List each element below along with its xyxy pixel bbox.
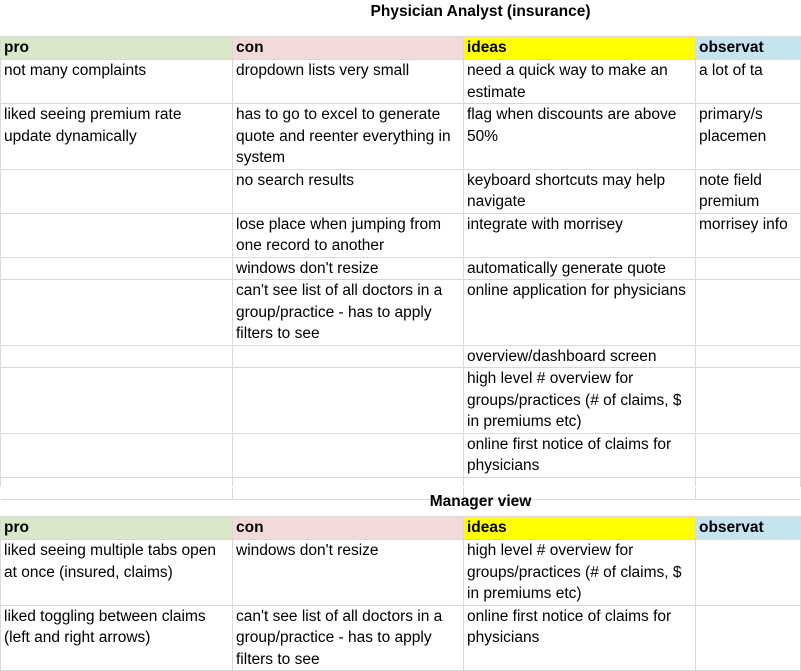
cell-ideas[interactable]: need a quick way to make an estimate — [464, 60, 696, 104]
table-row — [1, 257, 801, 280]
cell-pro[interactable] — [1, 257, 233, 280]
cell-pro[interactable] — [1, 213, 233, 257]
cell-con[interactable]: can't see list of all doctors in a group/practice - has to apply filters to see — [233, 280, 464, 346]
cell-ideas[interactable]: keyboard shortcuts may help navigate — [464, 169, 696, 213]
cell-observations[interactable] — [696, 345, 801, 368]
cell-ideas[interactable]: online first notice of claims for physicians — [464, 605, 696, 671]
table-row — [1, 213, 801, 257]
cell-pro[interactable] — [1, 368, 233, 434]
cell-pro[interactable]: not many complaints — [1, 60, 233, 104]
table-row — [1, 433, 801, 477]
table-row — [1, 60, 801, 104]
cell-ideas[interactable]: flag when discounts are above 50% — [464, 104, 696, 170]
cell-con[interactable]: windows don't resize — [233, 257, 464, 280]
cell-observations[interactable] — [696, 257, 801, 280]
cell-con[interactable]: can't see list of all doctors in a group/practice - has to apply filters to see — [233, 605, 464, 671]
header-pro[interactable]: pro — [1, 517, 233, 540]
cell-ideas[interactable]: high level # overview for groups/practices (# of claims, $ in premiums etc) — [464, 368, 696, 434]
cell-ideas[interactable]: online application for physicians — [464, 280, 696, 346]
cell-con[interactable]: has to go to excel to generate quote and reenter everything in system — [233, 104, 464, 170]
cell-pro[interactable]: liked seeing premium rate update dynamically — [1, 104, 233, 170]
cell-con[interactable] — [233, 433, 464, 477]
cell-con[interactable] — [233, 345, 464, 368]
header-ideas[interactable]: ideas — [464, 37, 696, 60]
cell-pro[interactable] — [1, 345, 233, 368]
cell-observations[interactable] — [696, 433, 801, 477]
cell-observations[interactable] — [696, 368, 801, 434]
header-observations[interactable]: observat — [696, 517, 801, 540]
cell-observations[interactable]: note field premium — [696, 169, 801, 213]
cell-ideas[interactable]: automatically generate quote — [464, 257, 696, 280]
cell-ideas[interactable]: overview/dashboard screen — [464, 345, 696, 368]
cell-ideas[interactable]: high level # overview for groups/practices (# of claims, $ in premiums etc) — [464, 540, 696, 606]
cell-observations[interactable]: a lot of ta — [696, 60, 801, 104]
header-con[interactable]: con — [233, 517, 464, 540]
table-row — [1, 169, 801, 213]
section-title: Manager view — [429, 493, 532, 510]
table-row — [1, 605, 801, 671]
cell-ideas[interactable]: online first notice of claims for physicians — [464, 433, 696, 477]
cell-observations[interactable]: primary/s placemen — [696, 104, 801, 170]
header-ideas[interactable]: ideas — [464, 517, 696, 540]
cell-pro[interactable] — [1, 169, 233, 213]
cell-ideas[interactable]: integrate with morrisey — [464, 213, 696, 257]
cell-con[interactable]: lose place when jumping from one record to another — [233, 213, 464, 257]
section-title-cell[interactable] — [1, 488, 801, 517]
cell-observations[interactable] — [696, 605, 801, 671]
table-row — [1, 368, 801, 434]
cell-observations[interactable]: morrisey info — [696, 213, 801, 257]
cell-pro[interactable]: liked seeing multiple tabs open at once (insured, claims) — [1, 540, 233, 606]
cell-pro[interactable] — [1, 433, 233, 477]
cell-con[interactable]: windows don't resize — [233, 540, 464, 606]
table-row — [1, 104, 801, 170]
cell-pro[interactable]: liked toggling between claims (left and right arrows) — [1, 605, 233, 671]
cell-con[interactable] — [233, 368, 464, 434]
header-observations[interactable]: observat — [696, 37, 801, 60]
section-title: Physician Analyst (insurance) — [370, 3, 591, 20]
cell-con[interactable]: dropdown lists very small — [233, 60, 464, 104]
cell-con[interactable]: no search results — [233, 169, 464, 213]
table-row — [1, 280, 801, 346]
cell-observations[interactable] — [696, 280, 801, 346]
header-pro[interactable]: pro — [1, 37, 233, 60]
table-row — [1, 540, 801, 606]
table-row — [1, 345, 801, 368]
cell-observations[interactable] — [696, 540, 801, 606]
manager-view-table — [0, 487, 801, 671]
section-title-cell[interactable] — [1, 1, 801, 37]
cell-pro[interactable] — [1, 280, 233, 346]
header-con[interactable]: con — [233, 37, 464, 60]
